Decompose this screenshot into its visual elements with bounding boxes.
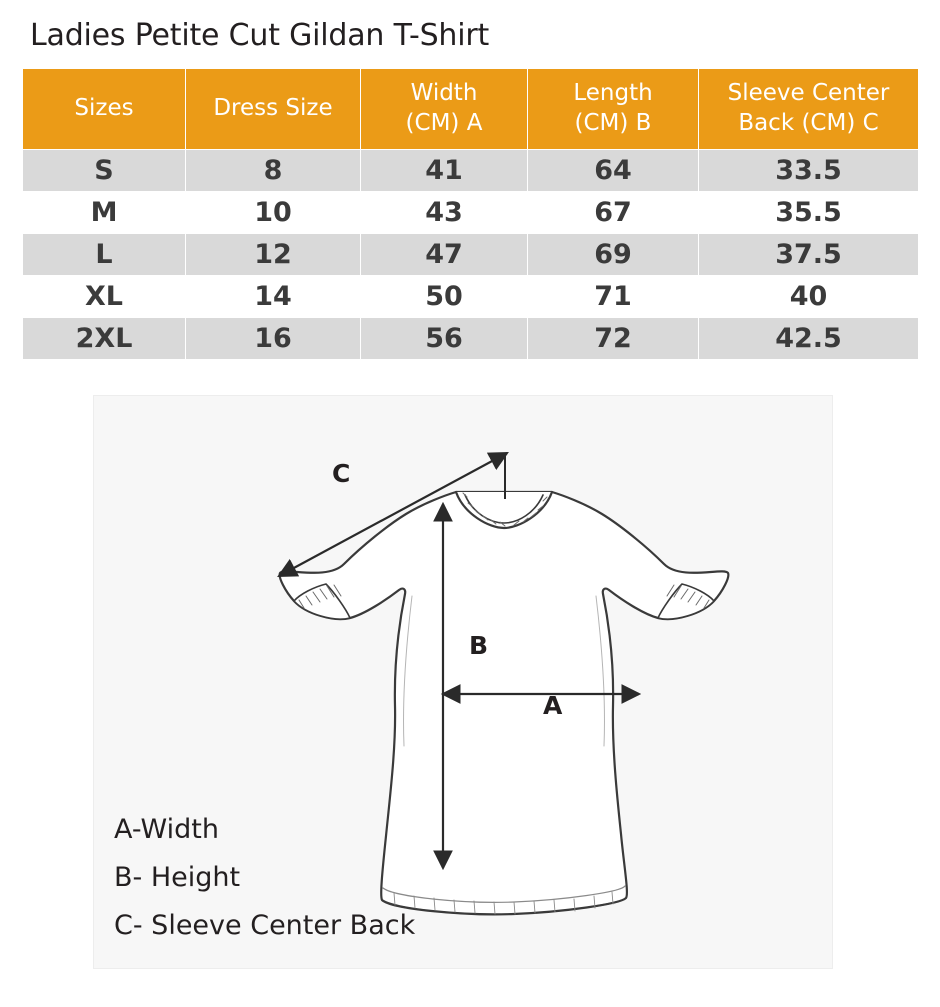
cell-dress-size: 14 [186,276,361,318]
column-header-line1: Sleeve Center [727,80,890,106]
cell-size: L [23,234,186,276]
cell-sleeve: 35.5 [699,192,919,234]
diagram-legend [114,806,415,950]
table-row [23,234,919,276]
tshirt-diagram [93,395,833,969]
label-b: B [469,631,489,660]
cell-size: 2XL [23,318,186,360]
page-title: Ladies Petite Cut Gildan T-Shirt [30,18,490,53]
cell-size: M [23,192,186,234]
column-header-dress-size [186,69,361,150]
cell-width: 41 [361,150,528,192]
size-table [22,68,919,360]
cell-length: 71 [528,276,699,318]
cell-dress-size: 8 [186,150,361,192]
column-header-line1: Length [573,80,653,106]
cell-size: XL [23,276,186,318]
column-header-length [528,69,699,150]
label-c: C [332,459,351,488]
column-header-sleeve-center-back [699,69,919,150]
cell-length: 67 [528,192,699,234]
table-row [23,318,919,360]
label-a: A [543,691,563,720]
cell-dress-size: 12 [186,234,361,276]
column-header-line1: Sizes [74,95,134,121]
cell-width: 47 [361,234,528,276]
cell-sleeve: 33.5 [699,150,919,192]
cell-width: 56 [361,318,528,360]
cell-size: S [23,150,186,192]
cell-sleeve: 42.5 [699,318,919,360]
cell-length: 64 [528,150,699,192]
cell-dress-size: 10 [186,192,361,234]
legend-item-c: C- Sleeve Center Back [114,910,416,941]
cell-width: 50 [361,276,528,318]
cell-width: 43 [361,192,528,234]
legend-item-a: A-Width [114,814,219,845]
cell-sleeve: 37.5 [699,234,919,276]
column-header-line1: Width [410,80,478,106]
table-row [23,150,919,192]
table-body [23,150,919,360]
cell-length: 72 [528,318,699,360]
cell-dress-size: 16 [186,318,361,360]
column-header-sizes [23,69,186,150]
table-row [23,276,919,318]
table-row [23,192,919,234]
column-header-line2: (CM) B [574,110,652,136]
column-header-line1: Dress Size [213,95,333,121]
cell-sleeve: 40 [699,276,919,318]
cell-length: 69 [528,234,699,276]
legend-item-b: B- Height [114,862,241,893]
table-header [23,69,919,150]
table-header-row [23,69,919,150]
column-header-width [361,69,528,150]
column-header-line2: Back (CM) C [738,110,879,136]
column-header-line2: (CM) A [405,110,483,136]
